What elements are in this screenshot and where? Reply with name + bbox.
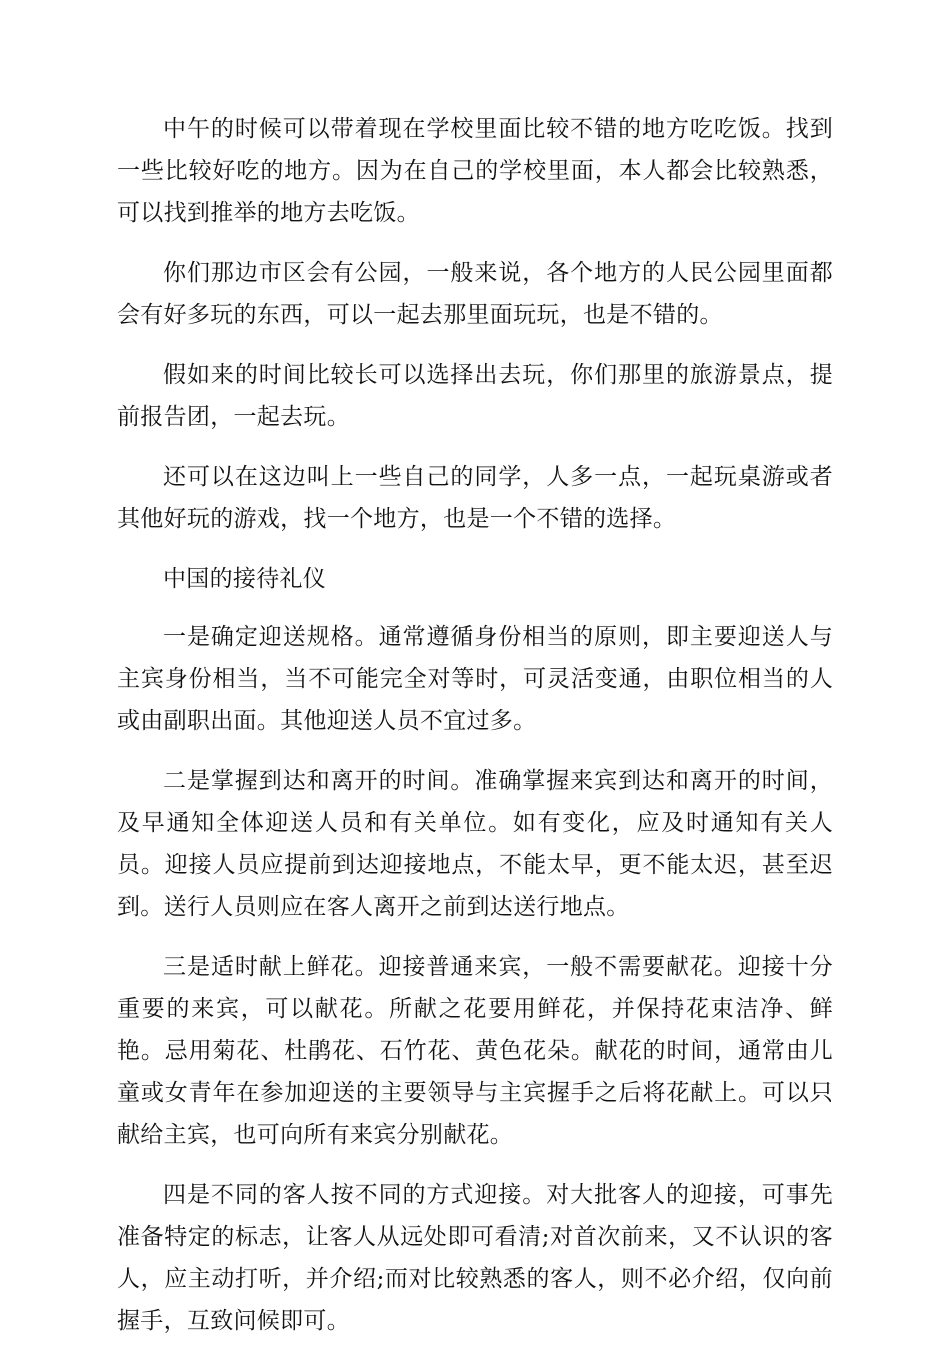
paragraph-classmates: 还可以在这边叫上一些自己的同学，人多一点，一起玩桌游或者其他好玩的游戏，找一个地方，也是一个不错的选择。 (117, 464, 833, 532)
paragraph-lunch: 中午的时候可以带着现在学校里面比较不错的地方吃吃饭。找到一些比较好吃的地方。因为在自己的学校里面，本人都会比较熟悉，可以找到推举的地方去吃饭。 (117, 116, 833, 226)
paragraph-park: 你们那边市区会有公园，一般来说，各个地方的人民公园里面都会有好多玩的东西，可以一起去那里面玩玩，也是不错的。 (117, 260, 833, 328)
section-heading: 中国的接待礼仪 (163, 566, 327, 592)
paragraph-etiquette-1: 一是确定迎送规格。通常遵循身份相当的原则，即主要迎送人与主宾身份相当，当不可能完全对等时，可灵活变通，由职位相当的人或由副职出面。其他迎送人员不宜过多。 (117, 624, 833, 734)
paragraph-etiquette-2: 二是掌握到达和离开的时间。准确掌握来宾到达和离开的时间，及早通知全体迎送人员和有关单位。如有变化，应及时通知有关人员。迎接人员应提前到达迎接地点，不能太早，更不能太迟，甚至迟到。送行人员则应在客人离开之前到达送行地点。 (117, 768, 833, 920)
paragraph-travel: 假如来的时间比较长可以选择出去玩，你们那里的旅游景点，提前报告团，一起去玩。 (117, 362, 833, 430)
paragraph-etiquette-3: 三是适时献上鲜花。迎接普通来宾，一般不需要献花。迎接十分重要的来宾，可以献花。所献之花要用鲜花，并保持花束洁净、鲜艳。忌用菊花、杜鹃花、石竹花、黄色花朵。献花的时间，通常由儿童或女青年在参加迎送的主要领导与主宾握手之后将花献上。可以只献给主宾，也可向所有来宾分别献花。 (117, 954, 833, 1148)
document-body (117, 108, 833, 1360)
paragraph-etiquette-4: 四是不同的客人按不同的方式迎接。对大批客人的迎接，可事先准备特定的标志，让客人从远处即可看清;对首次前来，又不认识的客人，应主动打听，并介绍;而对比较熟悉的客人，则不必介绍，仅向前握手，互致问候即可。 (117, 1182, 833, 1334)
